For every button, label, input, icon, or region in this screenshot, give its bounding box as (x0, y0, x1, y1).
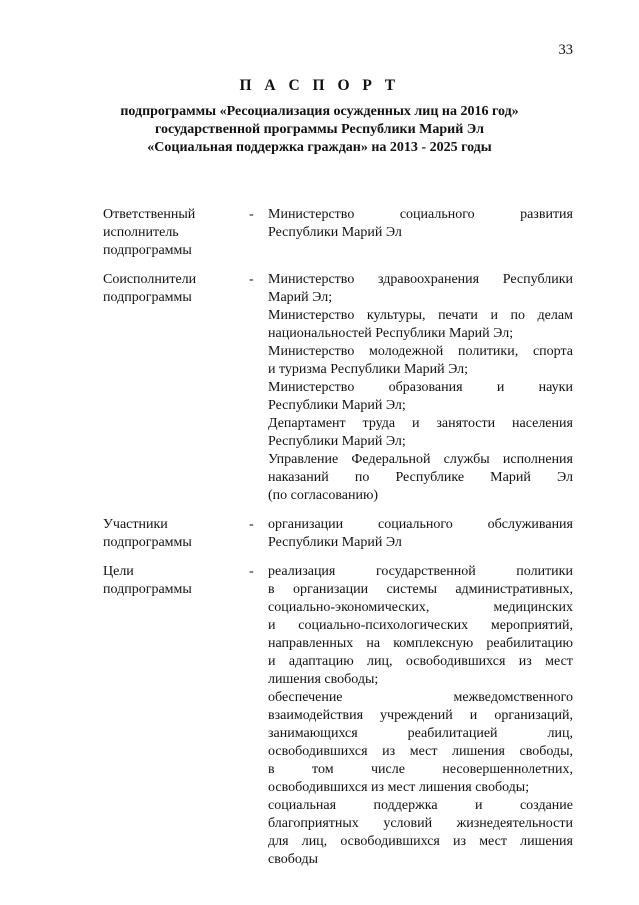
text-line (268, 761, 573, 779)
word: реализация (268, 564, 336, 579)
word: жизнедеятельности (456, 816, 573, 831)
text-line (268, 635, 573, 653)
word: по (354, 470, 370, 485)
word: культуры, (366, 308, 426, 323)
word: организации (268, 517, 344, 532)
word: населения (512, 416, 573, 431)
text-line (268, 653, 573, 671)
word: социальная (268, 798, 337, 813)
text-line: Республики Марий Эл (268, 225, 402, 240)
text-line: (по согласованию) (268, 488, 379, 503)
word: из (453, 834, 467, 849)
word: поддержка (373, 798, 438, 813)
passport-row-dash: - (249, 564, 254, 579)
word: развития (520, 207, 573, 222)
subtitle-line: подпрограммы «Ресоциализация осужденных лиц на 2016 год» (120, 104, 519, 119)
text-line: лишения свободы; (268, 672, 379, 687)
word: Республики (502, 272, 573, 287)
text-line (268, 563, 573, 581)
word: занятости (436, 416, 496, 431)
word: науки (538, 380, 573, 395)
passport-paragraph (268, 307, 573, 343)
word: мест (545, 654, 573, 669)
word: реабилитацию (486, 636, 573, 651)
word: Министерство (268, 344, 355, 359)
word: и (469, 708, 478, 723)
word: из (518, 654, 532, 669)
passport-paragraph (268, 206, 573, 242)
text-line (268, 469, 573, 487)
word: Министерство (268, 308, 355, 323)
page-number: 33 (558, 42, 573, 58)
word: мест (409, 744, 438, 759)
word: политики, (458, 344, 519, 359)
word: обслуживания (487, 517, 573, 532)
passport-row-dash: - (249, 207, 254, 222)
passport-paragraph (268, 516, 573, 552)
passport-row-label: Соисполнители подпрограммы (103, 272, 197, 305)
word: Федеральной (351, 452, 431, 467)
word: комплексную (393, 636, 474, 651)
word: учреждений (380, 708, 453, 723)
word: свободы, (519, 744, 573, 759)
word: делам (537, 308, 573, 323)
word: освободившихся (268, 744, 368, 759)
word: социально-экономических, (268, 600, 430, 615)
text-line (268, 797, 573, 815)
passport-table (103, 206, 573, 869)
word: том (312, 762, 334, 777)
word: социального (378, 517, 453, 532)
word: печати (438, 308, 478, 323)
word: труда (362, 416, 396, 431)
text-line (268, 451, 573, 469)
word: мероприятий, (490, 618, 573, 633)
word: в (268, 762, 275, 777)
word: политики (516, 564, 573, 579)
word: лишения (452, 744, 505, 759)
word: мест (479, 834, 507, 849)
passport-row-dash: - (249, 517, 254, 532)
passport-paragraph (268, 797, 573, 869)
text-line (268, 743, 573, 761)
word: организации (292, 582, 369, 597)
passport-row (103, 271, 573, 505)
passport-paragraph (268, 451, 573, 505)
passport-row-content (268, 516, 573, 552)
text-line (268, 617, 573, 635)
document-title: П А С П О Р Т (239, 77, 400, 94)
word: спорта (532, 344, 573, 359)
word: Эл (556, 470, 573, 485)
passport-row-label: Цели подпрограммы (103, 564, 192, 597)
word: лиц, (301, 834, 328, 849)
text-line: Республики Марий Эл; (268, 434, 406, 449)
text-line (268, 599, 573, 617)
word: обеспечение (268, 690, 343, 705)
word: и (496, 380, 505, 395)
word: создание (519, 798, 573, 813)
passport-row-content (268, 271, 573, 505)
word: лишения (520, 834, 573, 849)
word: системы (386, 582, 437, 597)
text-line (268, 833, 573, 851)
word: условий (383, 816, 433, 831)
word: здравоохранения (377, 272, 480, 287)
subtitle-line: государственной программы Республики Марий Эл (155, 122, 484, 137)
word: по (510, 308, 525, 323)
word: наказаний (268, 470, 329, 485)
word: направленных (268, 636, 354, 651)
text-line: и туризма Республики Марий Эл; (268, 362, 469, 377)
word: освободившихся (340, 834, 440, 849)
text-line (268, 343, 573, 361)
subtitle-line: «Социальная поддержка граждан» на 2013 - 2025 годы (147, 140, 492, 155)
passport-row-content (268, 563, 573, 869)
passport-row-label: Ответственный исполнитель подпрограммы (103, 207, 196, 258)
text-line: свободы (268, 852, 318, 867)
word: из (382, 744, 396, 759)
passport-paragraph (268, 415, 573, 451)
word: для (268, 834, 289, 849)
text-line: национальностей Республики Марий Эл; (268, 326, 514, 341)
word: в (268, 582, 275, 597)
text-line (268, 689, 573, 707)
passport-paragraph (268, 271, 573, 307)
word: межведомственного (453, 690, 573, 705)
passport-row (103, 206, 573, 260)
word: исполнения (502, 452, 573, 467)
word: адаптацию (288, 654, 354, 669)
passport-paragraph (268, 379, 573, 415)
word: образования (388, 380, 463, 395)
word: несовершеннолетних, (442, 762, 573, 777)
text-line (268, 307, 573, 325)
word: и (411, 416, 420, 431)
word: лиц, (547, 726, 573, 741)
word: занимающихся (268, 726, 358, 741)
word: организаций, (494, 708, 573, 723)
passport-row (103, 516, 573, 552)
word: реабилитацией (407, 726, 498, 741)
passport-row-dash: - (249, 272, 254, 287)
passport-row-label: Участники подпрограммы (103, 517, 192, 550)
text-line (268, 815, 573, 833)
text-line (268, 206, 573, 224)
passport-paragraph (268, 343, 573, 379)
word: административных, (455, 582, 573, 597)
text-line: Республики Марий Эл; (268, 398, 406, 413)
text-line: освободившихся из мест лишения свободы; (268, 780, 530, 795)
word: на (366, 636, 381, 651)
text-line (268, 725, 573, 743)
word: медицинских (493, 600, 573, 615)
text-line (268, 379, 573, 397)
word: Министерство (268, 380, 355, 395)
text-line (268, 271, 573, 289)
word: числе (371, 762, 405, 777)
word: молодежной (369, 344, 444, 359)
word: и (490, 308, 498, 323)
text-line (268, 707, 573, 725)
word: службы (443, 452, 490, 467)
passport-row-content (268, 206, 573, 242)
word: лиц, (367, 654, 393, 669)
word: социального (399, 207, 475, 222)
text-line: Республики Марий Эл (268, 535, 402, 550)
text-line: Марий Эл; (268, 290, 333, 305)
word: и (475, 798, 483, 813)
text-line (268, 516, 573, 534)
word: государственной (375, 564, 476, 579)
text-line (268, 581, 573, 599)
passport-row (103, 563, 573, 869)
word: Республике (395, 470, 465, 485)
word: Министерство (268, 272, 355, 287)
word: взаимодействия (268, 708, 364, 723)
text-line (268, 415, 573, 433)
passport-paragraph (268, 563, 573, 689)
word: и (268, 654, 276, 669)
word: Министерство (268, 207, 355, 222)
word: Департамент (268, 416, 346, 431)
word: и (268, 618, 276, 633)
word: Марий (490, 470, 531, 485)
passport-paragraph (268, 689, 573, 797)
word: социально-психологических (298, 618, 469, 633)
word: благоприятных (268, 816, 359, 831)
word: Управление (268, 452, 339, 467)
document-subtitle (0, 103, 639, 157)
word: освободившихся (405, 654, 506, 669)
